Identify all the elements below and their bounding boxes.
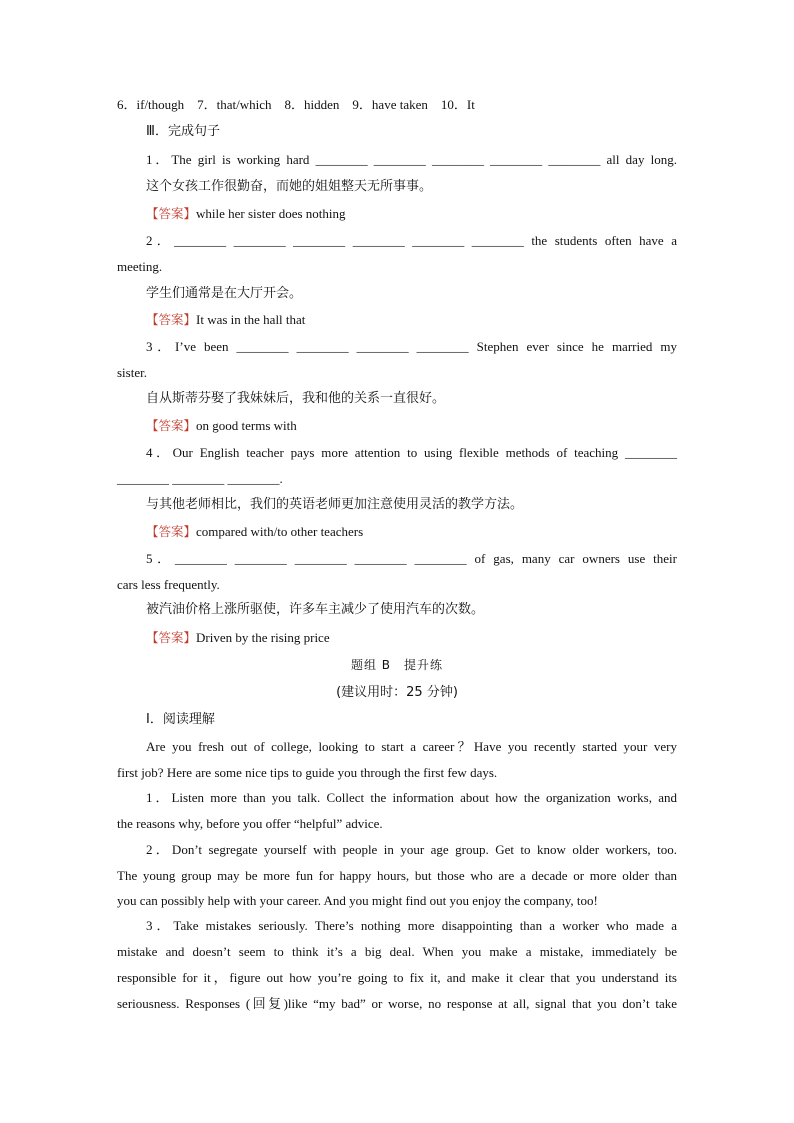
reading-p2-line1: 1．Listen more than you talk. Collect the information about how the organization works, and <box>146 790 677 805</box>
reading-p2-line2: the reasons why, before you offer “helpful” advice. <box>117 816 383 831</box>
reading-p1-line1: Are you fresh out of college, looking to start a career？Have you recently started your very <box>146 739 677 754</box>
q2-sentence-2: meeting. <box>117 259 163 274</box>
reading-p4-line2: mistake and doesn’t seem to think it’s a big deal. When you make a mistake, immediately be <box>117 944 677 959</box>
q2-answer <box>146 311 677 329</box>
q4-answer-text: compared with/to other teachers <box>196 524 364 539</box>
reading-p4-line3: responsible for it，figure out how you’re going to fix it, and make it clear that you understand its <box>117 970 677 985</box>
reading-p4-line4: seriousness. Responses (回复)like “my bad” or worse, no response at all, signal that you don’t take <box>117 996 677 1011</box>
section-1-title: Ⅰ．阅读理解 <box>146 712 215 727</box>
q2-chinese: 学生们通常是在大厅开会。 <box>146 286 303 301</box>
q3-sentence-2: sister. <box>117 365 147 380</box>
q1-answer <box>146 205 677 223</box>
q4-sentence-1: 4．Our English teacher pays more attention to using flexible methods of teaching ________ <box>146 445 677 460</box>
answer-label: 【答案】 <box>146 312 197 327</box>
q1-answer-text: while her sister does nothing <box>196 206 346 221</box>
reading-p3-line2: The young group may be more fun for happy hours, but those who are a decade or more older than <box>117 868 677 883</box>
q5-answer-text: Driven by the rising price <box>196 630 330 645</box>
q5-chinese: 被汽油价格上涨所驱使，许多车主减少了使用汽车的次数。 <box>146 602 485 617</box>
reading-p3-line1: 2．Don’t segregate yourself with people in your age group. Get to know older workers, too. <box>146 842 677 857</box>
q1-sentence: 1．The girl is working hard ________ ________ ________ ________ ________ all day long. <box>146 152 677 167</box>
q2-sentence-1: 2．________ ________ ________ ________ ________ ________ the students often have a <box>146 233 677 248</box>
q5-sentence-1: 5．________ ________ ________ ________ ________ of gas, many car owners use their <box>146 551 677 566</box>
answer-label: 【答案】 <box>146 418 197 433</box>
answer-label: 【答案】 <box>146 524 197 539</box>
q5-answer <box>146 629 677 647</box>
q3-chinese: 自从斯蒂芬娶了我妹妹后，我和他的关系一直很好。 <box>146 391 446 406</box>
reading-p1-line2: first job? Here are some nice tips to guide you through the first few days. <box>117 765 498 780</box>
section-3-title: Ⅲ．完成句子 <box>146 124 220 139</box>
answer-label: 【答案】 <box>146 630 197 645</box>
q5-sentence-2: cars less frequently. <box>117 577 220 592</box>
q4-answer <box>146 523 677 541</box>
q2-answer-text: It was in the hall that <box>196 312 306 327</box>
reading-p3-line3: you can possibly help with your career. And you might find out you enjoy the company, too! <box>117 893 598 908</box>
answer-label: 【答案】 <box>146 206 197 221</box>
q4-chinese: 与其他老师相比，我们的英语老师更加注意使用灵活的教学方法。 <box>146 497 524 512</box>
q1-chinese: 这个女孩工作很勤奋，而她的姐姐整天无所事事。 <box>146 179 433 194</box>
q3-answer <box>146 417 677 435</box>
q4-sentence-2: ________ ________ ________. <box>117 471 283 486</box>
answers-top: 6．if/though 7．that/which 8．hidden 9．have taken 10．It <box>117 97 475 112</box>
group-b-title: 题组 B 提升练 <box>350 658 444 672</box>
reading-p4-line1: 3．Take mistakes seriously. There’s nothing more disappointing than a worker who made a <box>146 918 677 933</box>
q3-answer-text: on good terms with <box>196 418 297 433</box>
q3-sentence-1: 3．I’ve been ________ ________ ________ ________ Stephen ever since he married my <box>146 339 677 354</box>
suggested-time: (建议用时：25 分钟) <box>336 685 458 700</box>
